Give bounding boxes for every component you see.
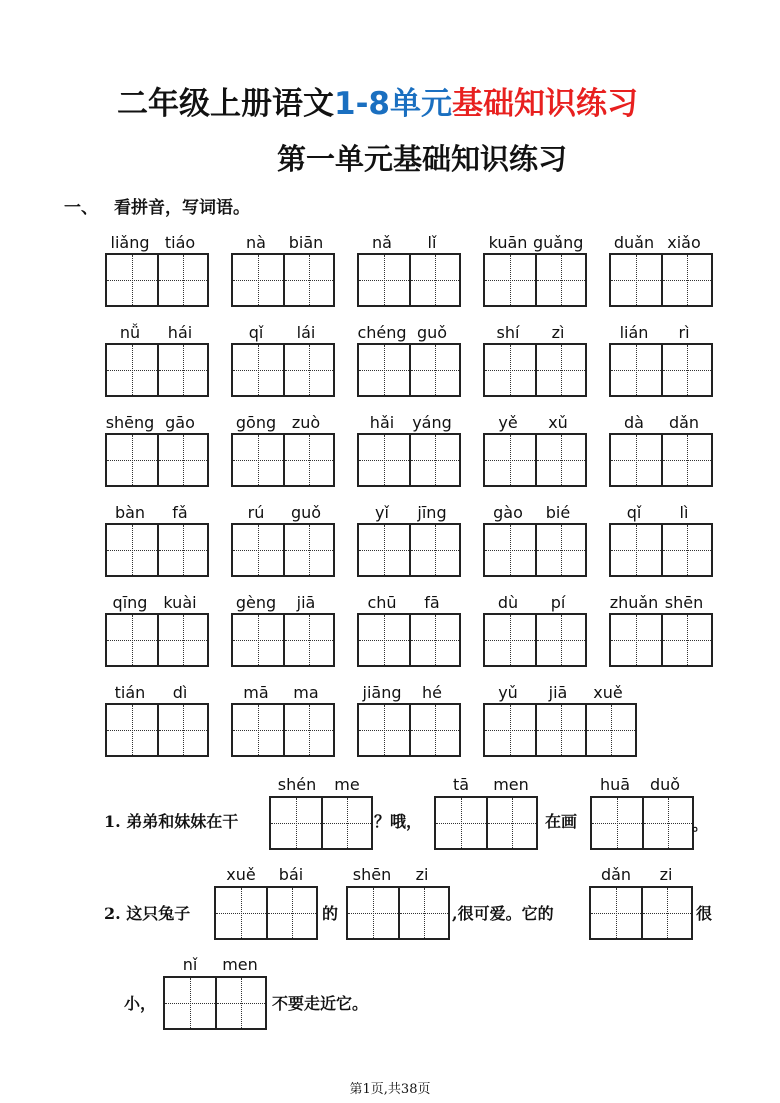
character-cell[interactable] [661, 345, 711, 395]
pinyin-label: lái [296, 323, 316, 342]
character-cell[interactable] [641, 888, 691, 938]
character-cell[interactable] [283, 345, 333, 395]
pinyin-label: tián [114, 683, 146, 702]
unit-subtitle: 第一单元基础知识练习 [277, 142, 568, 176]
pinyin-label: guǎng [533, 233, 584, 252]
character-cell[interactable] [359, 255, 409, 305]
character-cell[interactable] [409, 615, 459, 665]
character-cell[interactable] [348, 888, 398, 938]
character-cell[interactable] [485, 255, 535, 305]
pinyin-label: gào [493, 503, 523, 522]
character-cell[interactable] [359, 345, 409, 395]
writing-box-group[interactable] [231, 253, 335, 307]
character-cell[interactable] [283, 255, 333, 305]
pinyin-label: xuě [593, 683, 623, 702]
character-cell[interactable] [585, 705, 635, 755]
character-cell[interactable] [107, 435, 157, 485]
pinyin-label: bié [545, 503, 571, 522]
sentence-text: 在画 [545, 812, 578, 831]
page-number-footer: 第1页,共38页 [349, 1082, 431, 1097]
title-part-units: 1-8单元 [334, 86, 453, 122]
character-cell[interactable] [611, 525, 661, 575]
pinyin-label: nǎ [372, 233, 392, 252]
character-cell[interactable] [233, 525, 283, 575]
character-cell[interactable] [157, 435, 207, 485]
pinyin-label: kuài [163, 593, 197, 612]
pinyin-label: jīng [417, 503, 447, 522]
pinyin-label: rì [678, 323, 690, 342]
sentence-number: 1. [104, 812, 121, 831]
pinyin-label: xǔ [548, 413, 568, 432]
pinyin-label: qīng [112, 593, 148, 612]
character-cell[interactable] [107, 345, 157, 395]
character-cell[interactable] [283, 615, 333, 665]
character-cell[interactable] [436, 798, 486, 848]
character-cell[interactable] [233, 705, 283, 755]
sentence-text: 。 [692, 815, 709, 834]
section-number: 一、 [64, 198, 98, 218]
pinyin-label: pí [550, 593, 566, 612]
sentence-text: 很 [696, 904, 713, 923]
sentence-text: ,很可爱。它的 [452, 904, 554, 923]
character-cell[interactable] [216, 888, 266, 938]
character-cell[interactable] [485, 435, 535, 485]
character-cell[interactable] [535, 255, 585, 305]
pinyin-label: dǎn [600, 865, 632, 884]
pinyin-label: men [222, 955, 258, 974]
section-heading [64, 193, 250, 218]
writing-box-group[interactable] [609, 433, 713, 487]
pinyin-label: fǎ [172, 503, 188, 522]
character-cell[interactable] [233, 435, 283, 485]
character-cell[interactable] [485, 615, 535, 665]
pinyin-label: shēn [352, 865, 392, 884]
character-cell[interactable] [233, 345, 283, 395]
pinyin-label: rú [247, 503, 265, 522]
writing-box-group[interactable] [105, 523, 209, 577]
character-cell[interactable] [409, 435, 459, 485]
character-cell[interactable] [359, 525, 409, 575]
character-cell[interactable] [398, 888, 448, 938]
pinyin-label: xuě [226, 865, 256, 884]
pinyin-label: yǐ [375, 503, 389, 522]
character-cell[interactable] [157, 345, 207, 395]
pinyin-label: zi [415, 865, 429, 884]
pinyin-label: bái [278, 865, 304, 884]
pinyin-label: jiāng [362, 683, 402, 702]
pinyin-label: hái [167, 323, 193, 342]
writing-box-group[interactable] [357, 613, 461, 667]
writing-box-group[interactable] [483, 613, 587, 667]
character-cell[interactable] [591, 888, 641, 938]
pinyin-label: duǎn [613, 233, 655, 252]
character-cell[interactable] [485, 525, 535, 575]
writing-box-group[interactable] [609, 343, 713, 397]
writing-box-pair[interactable] [590, 796, 694, 850]
character-cell[interactable] [661, 615, 711, 665]
pinyin-label: lì [679, 503, 689, 522]
pinyin-label: gāo [165, 413, 195, 432]
writing-box-group[interactable] [231, 703, 335, 757]
character-cell[interactable] [485, 345, 535, 395]
writing-box-group[interactable] [483, 343, 587, 397]
pinyin-label: guǒ [416, 323, 448, 342]
pinyin-label: guǒ [290, 503, 322, 522]
writing-box-group[interactable] [483, 433, 587, 487]
character-cell[interactable] [535, 705, 585, 755]
character-cell[interactable] [271, 798, 321, 848]
character-cell[interactable] [359, 435, 409, 485]
pinyin-label: shí [496, 323, 520, 342]
pinyin-label: kuān [488, 233, 528, 252]
character-cell[interactable] [535, 615, 585, 665]
pinyin-label: fā [424, 593, 440, 612]
pinyin-label: bàn [114, 503, 146, 522]
character-cell[interactable] [409, 345, 459, 395]
character-cell[interactable] [535, 345, 585, 395]
writing-box-group[interactable] [483, 523, 587, 577]
character-cell[interactable] [409, 255, 459, 305]
sentence-text: 不要走近它。 [272, 994, 369, 1013]
pinyin-label: nǐ [182, 955, 198, 974]
pinyin-label: biān [288, 233, 324, 252]
character-cell[interactable] [321, 798, 371, 848]
sentence-1-label [104, 809, 238, 832]
pinyin-label: me [334, 775, 360, 794]
writing-box-group[interactable] [105, 343, 209, 397]
writing-box-group[interactable] [231, 523, 335, 577]
pinyin-label: shēng [105, 413, 155, 432]
pinyin-label: men [493, 775, 529, 794]
section-instruction: 看拼音，写词语。 [114, 198, 250, 218]
character-cell[interactable] [157, 525, 207, 575]
writing-box-group[interactable] [483, 253, 587, 307]
pinyin-label: chū [367, 593, 397, 612]
writing-box-pair[interactable] [589, 886, 693, 940]
character-cell[interactable] [485, 705, 535, 755]
writing-box-group[interactable] [357, 523, 461, 577]
pinyin-label: yǔ [498, 683, 518, 702]
character-cell[interactable] [642, 798, 692, 848]
writing-box-group[interactable] [105, 613, 209, 667]
character-cell[interactable] [409, 525, 459, 575]
character-cell[interactable] [283, 705, 333, 755]
character-cell[interactable] [486, 798, 536, 848]
pinyin-label: jiā [548, 683, 568, 702]
character-cell[interactable] [359, 615, 409, 665]
character-cell[interactable] [165, 978, 215, 1028]
pinyin-label: hǎi [369, 413, 395, 432]
sentence-number: 2. [104, 904, 121, 923]
character-cell[interactable] [266, 888, 316, 938]
pinyin-label: huā [599, 775, 631, 794]
sentence-text: 弟弟和妹妹在干 [126, 812, 239, 831]
writing-box-group[interactable] [231, 433, 335, 487]
pinyin-label: lián [619, 323, 649, 342]
sentence-text: ？哦， [374, 812, 423, 831]
writing-box-group[interactable] [609, 523, 713, 577]
pinyin-label: hé [422, 683, 442, 702]
writing-box-pair[interactable] [269, 796, 373, 850]
character-cell[interactable] [157, 705, 207, 755]
sentence-text: 这只兔子 [126, 904, 191, 923]
character-cell[interactable] [107, 255, 157, 305]
pinyin-label: gōng [235, 413, 277, 432]
writing-box-group[interactable] [357, 703, 461, 757]
character-cell[interactable] [661, 435, 711, 485]
sentence-2-label [104, 901, 190, 924]
pinyin-label: lǐ [427, 233, 437, 252]
pinyin-label: gèng [235, 593, 277, 612]
writing-box-group[interactable] [231, 613, 335, 667]
pinyin-label: tiáo [164, 233, 196, 252]
pinyin-label: liǎng [110, 233, 150, 252]
sentence-text: 的 [322, 904, 339, 923]
title-part-topic: 基础知识练习 [452, 86, 639, 122]
character-cell[interactable] [661, 255, 711, 305]
character-cell[interactable] [611, 435, 661, 485]
character-cell[interactable] [535, 525, 585, 575]
writing-box-group[interactable] [483, 703, 637, 757]
character-cell[interactable] [107, 705, 157, 755]
writing-box-group[interactable] [357, 343, 461, 397]
character-cell[interactable] [409, 705, 459, 755]
sentence-text: 小， [124, 994, 157, 1013]
writing-box-pair[interactable] [346, 886, 450, 940]
character-cell[interactable] [661, 525, 711, 575]
writing-box-group[interactable] [105, 703, 209, 757]
pinyin-label: shén [277, 775, 317, 794]
pinyin-label: zi [659, 865, 673, 884]
pinyin-label: ma [293, 683, 319, 702]
character-cell[interactable] [107, 525, 157, 575]
character-cell[interactable] [107, 615, 157, 665]
writing-box-pair[interactable] [214, 886, 318, 940]
pinyin-label: zuò [291, 413, 321, 432]
pinyin-label: dà [624, 413, 644, 432]
pinyin-label: yáng [412, 413, 452, 432]
pinyin-label: tā [452, 775, 470, 794]
pinyin-label: jiā [296, 593, 316, 612]
writing-box-group[interactable] [357, 433, 461, 487]
character-cell[interactable] [535, 435, 585, 485]
character-cell[interactable] [611, 615, 661, 665]
writing-box-group[interactable] [609, 253, 713, 307]
pinyin-label: duǒ [649, 775, 681, 794]
pinyin-label: dǎn [668, 413, 700, 432]
character-cell[interactable] [611, 255, 661, 305]
character-cell[interactable] [283, 435, 333, 485]
writing-box-group[interactable] [105, 253, 209, 307]
pinyin-label: mā [243, 683, 269, 702]
character-cell[interactable] [611, 345, 661, 395]
writing-box-group[interactable] [231, 343, 335, 397]
writing-box-pair[interactable] [434, 796, 538, 850]
pinyin-label: nǚ [119, 323, 141, 342]
pinyin-label: yě [498, 413, 518, 432]
character-cell[interactable] [157, 255, 207, 305]
character-cell[interactable] [592, 798, 642, 848]
character-cell[interactable] [233, 615, 283, 665]
character-cell[interactable] [283, 525, 333, 575]
pinyin-label: qǐ [626, 503, 642, 522]
writing-box-group[interactable] [105, 433, 209, 487]
character-cell[interactable] [157, 615, 207, 665]
writing-box-group[interactable] [609, 613, 713, 667]
pinyin-label: dù [497, 593, 519, 612]
character-cell[interactable] [359, 705, 409, 755]
pinyin-label: chéng [357, 323, 407, 342]
pinyin-label: qǐ [248, 323, 264, 342]
writing-box-group[interactable] [357, 253, 461, 307]
writing-box-pair[interactable] [163, 976, 267, 1030]
pinyin-label: zhuǎn [609, 593, 659, 612]
character-cell[interactable] [215, 978, 265, 1028]
title-part-grade: 二年级上册语文 [117, 86, 334, 122]
pinyin-label: xiǎo [667, 233, 701, 252]
pinyin-label: zì [551, 323, 565, 342]
character-cell[interactable] [233, 255, 283, 305]
pinyin-label: shēn [664, 593, 704, 612]
pinyin-label: nà [246, 233, 266, 252]
pinyin-label: dì [172, 683, 188, 702]
